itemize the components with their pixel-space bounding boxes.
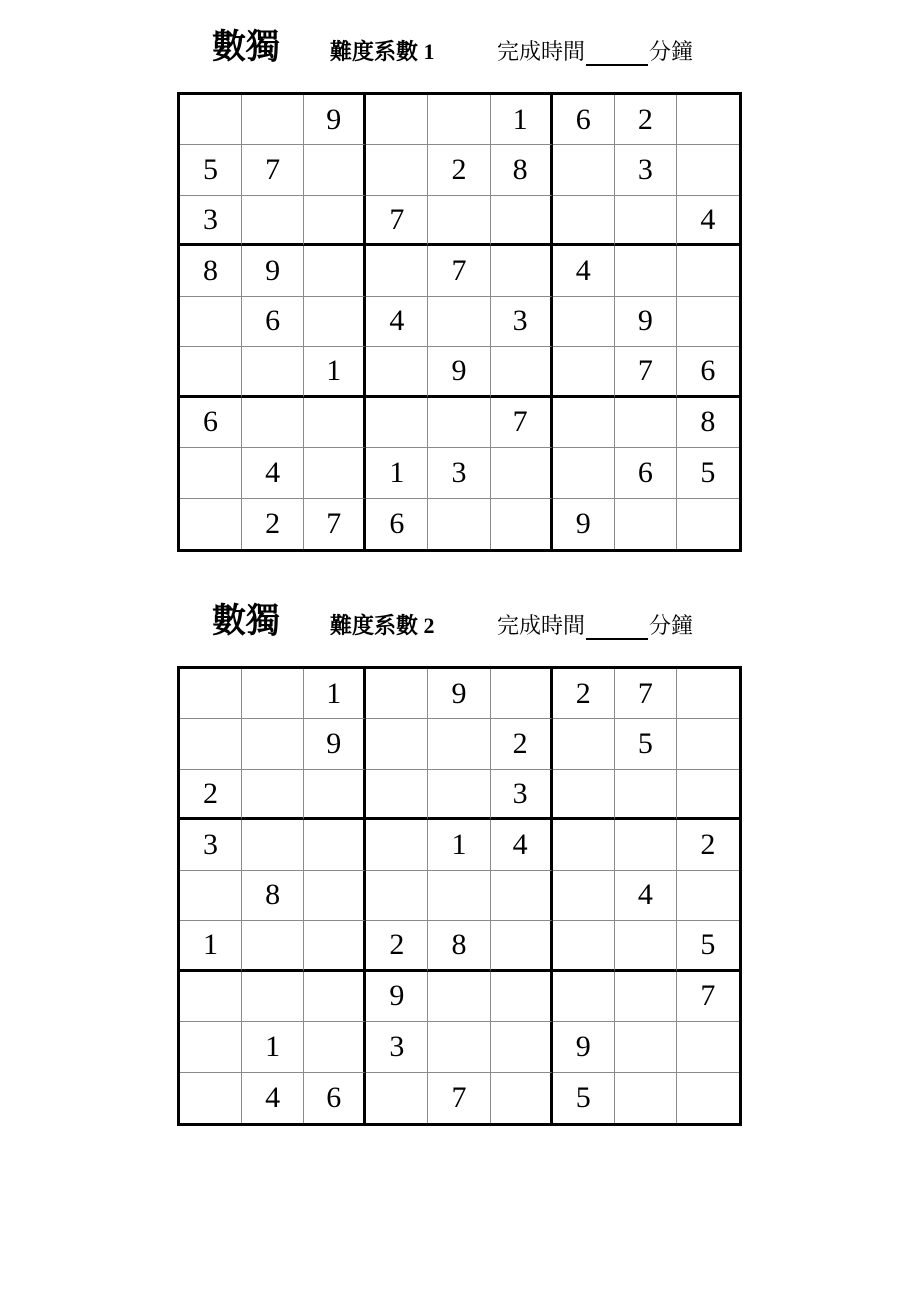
sudoku-cell: 6 bbox=[366, 499, 428, 549]
sudoku-grid bbox=[177, 666, 742, 1126]
sudoku-cell: 6 bbox=[553, 95, 615, 145]
sudoku-cell[interactable] bbox=[428, 297, 490, 347]
sudoku-cell: 5 bbox=[677, 448, 739, 498]
sudoku-cell: 2 bbox=[366, 921, 428, 971]
completion-time-row bbox=[497, 612, 693, 640]
sudoku-cell: 5 bbox=[677, 921, 739, 971]
sudoku-cell: 8 bbox=[491, 145, 553, 195]
sudoku-cell[interactable] bbox=[242, 398, 304, 448]
sudoku-cell: 1 bbox=[304, 669, 366, 719]
sudoku-cell[interactable] bbox=[677, 1073, 739, 1123]
sudoku-cell: 2 bbox=[180, 770, 242, 820]
sudoku-cell: 9 bbox=[304, 719, 366, 769]
sudoku-cell: 2 bbox=[428, 145, 490, 195]
sudoku-cell: 3 bbox=[180, 196, 242, 246]
sudoku-cell[interactable] bbox=[553, 770, 615, 820]
sudoku-cell[interactable] bbox=[553, 820, 615, 870]
sudoku-cell: 7 bbox=[242, 145, 304, 195]
sudoku-cell: 1 bbox=[304, 347, 366, 397]
sudoku-cell[interactable] bbox=[491, 499, 553, 549]
sudoku-cell[interactable] bbox=[180, 719, 242, 769]
sudoku-cell[interactable] bbox=[180, 297, 242, 347]
sudoku-cell: 7 bbox=[615, 669, 677, 719]
sudoku-cell[interactable] bbox=[180, 1073, 242, 1123]
sudoku-cell[interactable] bbox=[180, 871, 242, 921]
sudoku-cell[interactable] bbox=[491, 921, 553, 971]
sudoku-cell[interactable] bbox=[366, 871, 428, 921]
sudoku-cell[interactable] bbox=[491, 669, 553, 719]
sudoku-cell[interactable] bbox=[242, 719, 304, 769]
sudoku-cell: 8 bbox=[242, 871, 304, 921]
sudoku-cell[interactable] bbox=[491, 246, 553, 296]
sudoku-cell[interactable] bbox=[615, 246, 677, 296]
sudoku-cell[interactable] bbox=[242, 921, 304, 971]
sudoku-cell[interactable] bbox=[677, 95, 739, 145]
sudoku-cell: 3 bbox=[615, 145, 677, 195]
sudoku-cell: 6 bbox=[677, 347, 739, 397]
sudoku-cell: 4 bbox=[491, 820, 553, 870]
sudoku-cell: 9 bbox=[304, 95, 366, 145]
sudoku-cell: 5 bbox=[180, 145, 242, 195]
sudoku-cell: 4 bbox=[677, 196, 739, 246]
sudoku-cell: 7 bbox=[428, 1073, 490, 1123]
sudoku-cell[interactable] bbox=[304, 297, 366, 347]
sudoku-cell[interactable] bbox=[242, 95, 304, 145]
sudoku-cell[interactable] bbox=[491, 347, 553, 397]
sudoku-cell[interactable] bbox=[304, 921, 366, 971]
sudoku-cell[interactable] bbox=[242, 972, 304, 1022]
sudoku-cell[interactable] bbox=[180, 669, 242, 719]
sudoku-cell: 5 bbox=[615, 719, 677, 769]
sudoku-cell[interactable] bbox=[677, 297, 739, 347]
sudoku-cell[interactable] bbox=[180, 347, 242, 397]
sudoku-cell[interactable] bbox=[615, 972, 677, 1022]
sudoku-cell[interactable] bbox=[428, 398, 490, 448]
completion-time-label: 完成時間 bbox=[497, 613, 586, 638]
sudoku-cell[interactable] bbox=[491, 1022, 553, 1072]
sudoku-cell[interactable] bbox=[553, 196, 615, 246]
sudoku-cell[interactable] bbox=[180, 972, 242, 1022]
sudoku-cell: 2 bbox=[553, 669, 615, 719]
sudoku-cell[interactable] bbox=[615, 398, 677, 448]
sudoku-cell[interactable] bbox=[615, 921, 677, 971]
sudoku-cell[interactable] bbox=[304, 246, 366, 296]
sudoku-cell[interactable] bbox=[366, 770, 428, 820]
sudoku-cell[interactable] bbox=[677, 871, 739, 921]
completion-time-row bbox=[497, 38, 693, 66]
sudoku-cell[interactable] bbox=[304, 972, 366, 1022]
sudoku-cell[interactable] bbox=[242, 347, 304, 397]
sudoku-cell: 7 bbox=[428, 246, 490, 296]
sudoku-cell[interactable] bbox=[366, 820, 428, 870]
sudoku-cell[interactable] bbox=[491, 448, 553, 498]
sudoku-cell[interactable] bbox=[366, 246, 428, 296]
sudoku-cell: 7 bbox=[677, 972, 739, 1022]
difficulty-label: 難度系數 2 bbox=[330, 613, 435, 638]
sudoku-cell[interactable] bbox=[304, 196, 366, 246]
sudoku-cell[interactable] bbox=[677, 246, 739, 296]
sudoku-cell: 7 bbox=[615, 347, 677, 397]
sudoku-cell: 9 bbox=[428, 347, 490, 397]
sudoku-cell[interactable] bbox=[428, 499, 490, 549]
sudoku-cell[interactable] bbox=[553, 871, 615, 921]
sudoku-cell[interactable] bbox=[242, 770, 304, 820]
sudoku-cell: 9 bbox=[553, 499, 615, 549]
sudoku-cell[interactable] bbox=[366, 719, 428, 769]
completion-time-blank[interactable] bbox=[586, 40, 648, 66]
sudoku-cell: 7 bbox=[491, 398, 553, 448]
sudoku-cell[interactable] bbox=[553, 145, 615, 195]
sudoku-cell[interactable] bbox=[428, 719, 490, 769]
sudoku-cell[interactable] bbox=[366, 669, 428, 719]
sudoku-cell[interactable] bbox=[677, 1022, 739, 1072]
sudoku-cell[interactable] bbox=[553, 719, 615, 769]
sudoku-cell[interactable] bbox=[615, 499, 677, 549]
puzzle-title: 數獨 bbox=[212, 29, 280, 66]
sudoku-cell[interactable] bbox=[304, 871, 366, 921]
sudoku-cell: 3 bbox=[428, 448, 490, 498]
sudoku-cell[interactable] bbox=[180, 499, 242, 549]
sudoku-cell: 8 bbox=[428, 921, 490, 971]
sudoku-cell: 3 bbox=[180, 820, 242, 870]
sudoku-cell: 1 bbox=[242, 1022, 304, 1072]
sudoku-cell: 2 bbox=[615, 95, 677, 145]
sudoku-cell: 4 bbox=[553, 246, 615, 296]
sudoku-cell: 9 bbox=[366, 972, 428, 1022]
sudoku-cell[interactable] bbox=[304, 448, 366, 498]
puzzle-header bbox=[0, 0, 920, 80]
sudoku-cell: 1 bbox=[180, 921, 242, 971]
completion-time-unit: 分鐘 bbox=[649, 613, 694, 638]
sudoku-cell[interactable] bbox=[491, 972, 553, 1022]
sudoku-cell[interactable] bbox=[428, 770, 490, 820]
sudoku-cell: 1 bbox=[428, 820, 490, 870]
sudoku-cell[interactable] bbox=[553, 398, 615, 448]
sudoku-cell[interactable] bbox=[677, 669, 739, 719]
sudoku-cell: 7 bbox=[366, 196, 428, 246]
sudoku-cell[interactable] bbox=[615, 770, 677, 820]
sudoku-cell: 6 bbox=[615, 448, 677, 498]
sudoku-cell: 6 bbox=[242, 297, 304, 347]
puzzle-title: 數獨 bbox=[212, 603, 280, 640]
sudoku-cell: 2 bbox=[242, 499, 304, 549]
sudoku-cell[interactable] bbox=[553, 448, 615, 498]
sudoku-cell: 8 bbox=[180, 246, 242, 296]
sudoku-cell[interactable] bbox=[491, 1073, 553, 1123]
sudoku-cell[interactable] bbox=[304, 398, 366, 448]
sudoku-cell[interactable] bbox=[242, 196, 304, 246]
puzzle-header bbox=[0, 574, 920, 654]
completion-time-unit: 分鐘 bbox=[649, 39, 694, 64]
sudoku-cell[interactable] bbox=[553, 972, 615, 1022]
sudoku-cell[interactable] bbox=[553, 297, 615, 347]
completion-time-label: 完成時間 bbox=[497, 39, 586, 64]
sudoku-cell: 2 bbox=[491, 719, 553, 769]
sudoku-cell: 8 bbox=[677, 398, 739, 448]
sudoku-cell[interactable] bbox=[180, 95, 242, 145]
sudoku-cell[interactable] bbox=[615, 820, 677, 870]
sudoku-cell[interactable] bbox=[615, 1073, 677, 1123]
sudoku-cell: 7 bbox=[304, 499, 366, 549]
sudoku-cell[interactable] bbox=[491, 871, 553, 921]
sudoku-cell: 4 bbox=[615, 871, 677, 921]
sudoku-cell: 4 bbox=[366, 297, 428, 347]
sudoku-cell[interactable] bbox=[615, 196, 677, 246]
sudoku-cell: 5 bbox=[553, 1073, 615, 1123]
sudoku-grid bbox=[177, 92, 742, 552]
completion-time-blank[interactable] bbox=[586, 614, 648, 640]
sudoku-cell[interactable] bbox=[677, 145, 739, 195]
sudoku-cell[interactable] bbox=[677, 499, 739, 549]
sudoku-cell[interactable] bbox=[677, 719, 739, 769]
sudoku-cell[interactable] bbox=[304, 1022, 366, 1072]
sudoku-cell: 6 bbox=[304, 1073, 366, 1123]
sudoku-cell[interactable] bbox=[428, 871, 490, 921]
sudoku-cell: 9 bbox=[615, 297, 677, 347]
difficulty-label: 難度系數 1 bbox=[330, 39, 435, 64]
sudoku-cell: 3 bbox=[366, 1022, 428, 1072]
sudoku-cell: 9 bbox=[428, 669, 490, 719]
sudoku-cell[interactable] bbox=[366, 145, 428, 195]
sudoku-cell[interactable] bbox=[428, 972, 490, 1022]
sudoku-cell: 9 bbox=[242, 246, 304, 296]
sudoku-cell[interactable] bbox=[553, 921, 615, 971]
sudoku-cell[interactable] bbox=[428, 95, 490, 145]
sudoku-cell[interactable] bbox=[242, 669, 304, 719]
sudoku-cell[interactable] bbox=[180, 448, 242, 498]
sudoku-cell[interactable] bbox=[491, 196, 553, 246]
sudoku-cell[interactable] bbox=[242, 820, 304, 870]
sudoku-cell[interactable] bbox=[366, 1073, 428, 1123]
sudoku-cell: 1 bbox=[491, 95, 553, 145]
sudoku-cell[interactable] bbox=[366, 95, 428, 145]
sudoku-cell[interactable] bbox=[304, 770, 366, 820]
sudoku-cell[interactable] bbox=[366, 347, 428, 397]
sudoku-cell[interactable] bbox=[615, 1022, 677, 1072]
sudoku-cell[interactable] bbox=[304, 820, 366, 870]
sudoku-cell[interactable] bbox=[677, 770, 739, 820]
sudoku-cell: 1 bbox=[366, 448, 428, 498]
sudoku-cell[interactable] bbox=[553, 347, 615, 397]
sudoku-cell: 2 bbox=[677, 820, 739, 870]
sudoku-cell[interactable] bbox=[304, 145, 366, 195]
sudoku-cell[interactable] bbox=[428, 1022, 490, 1072]
sudoku-cell[interactable] bbox=[428, 196, 490, 246]
sudoku-cell: 9 bbox=[553, 1022, 615, 1072]
sudoku-cell[interactable] bbox=[366, 398, 428, 448]
sudoku-cell: 6 bbox=[180, 398, 242, 448]
sudoku-cell: 3 bbox=[491, 297, 553, 347]
sudoku-cell: 4 bbox=[242, 448, 304, 498]
sudoku-cell: 4 bbox=[242, 1073, 304, 1123]
sudoku-cell[interactable] bbox=[180, 1022, 242, 1072]
sudoku-cell: 3 bbox=[491, 770, 553, 820]
